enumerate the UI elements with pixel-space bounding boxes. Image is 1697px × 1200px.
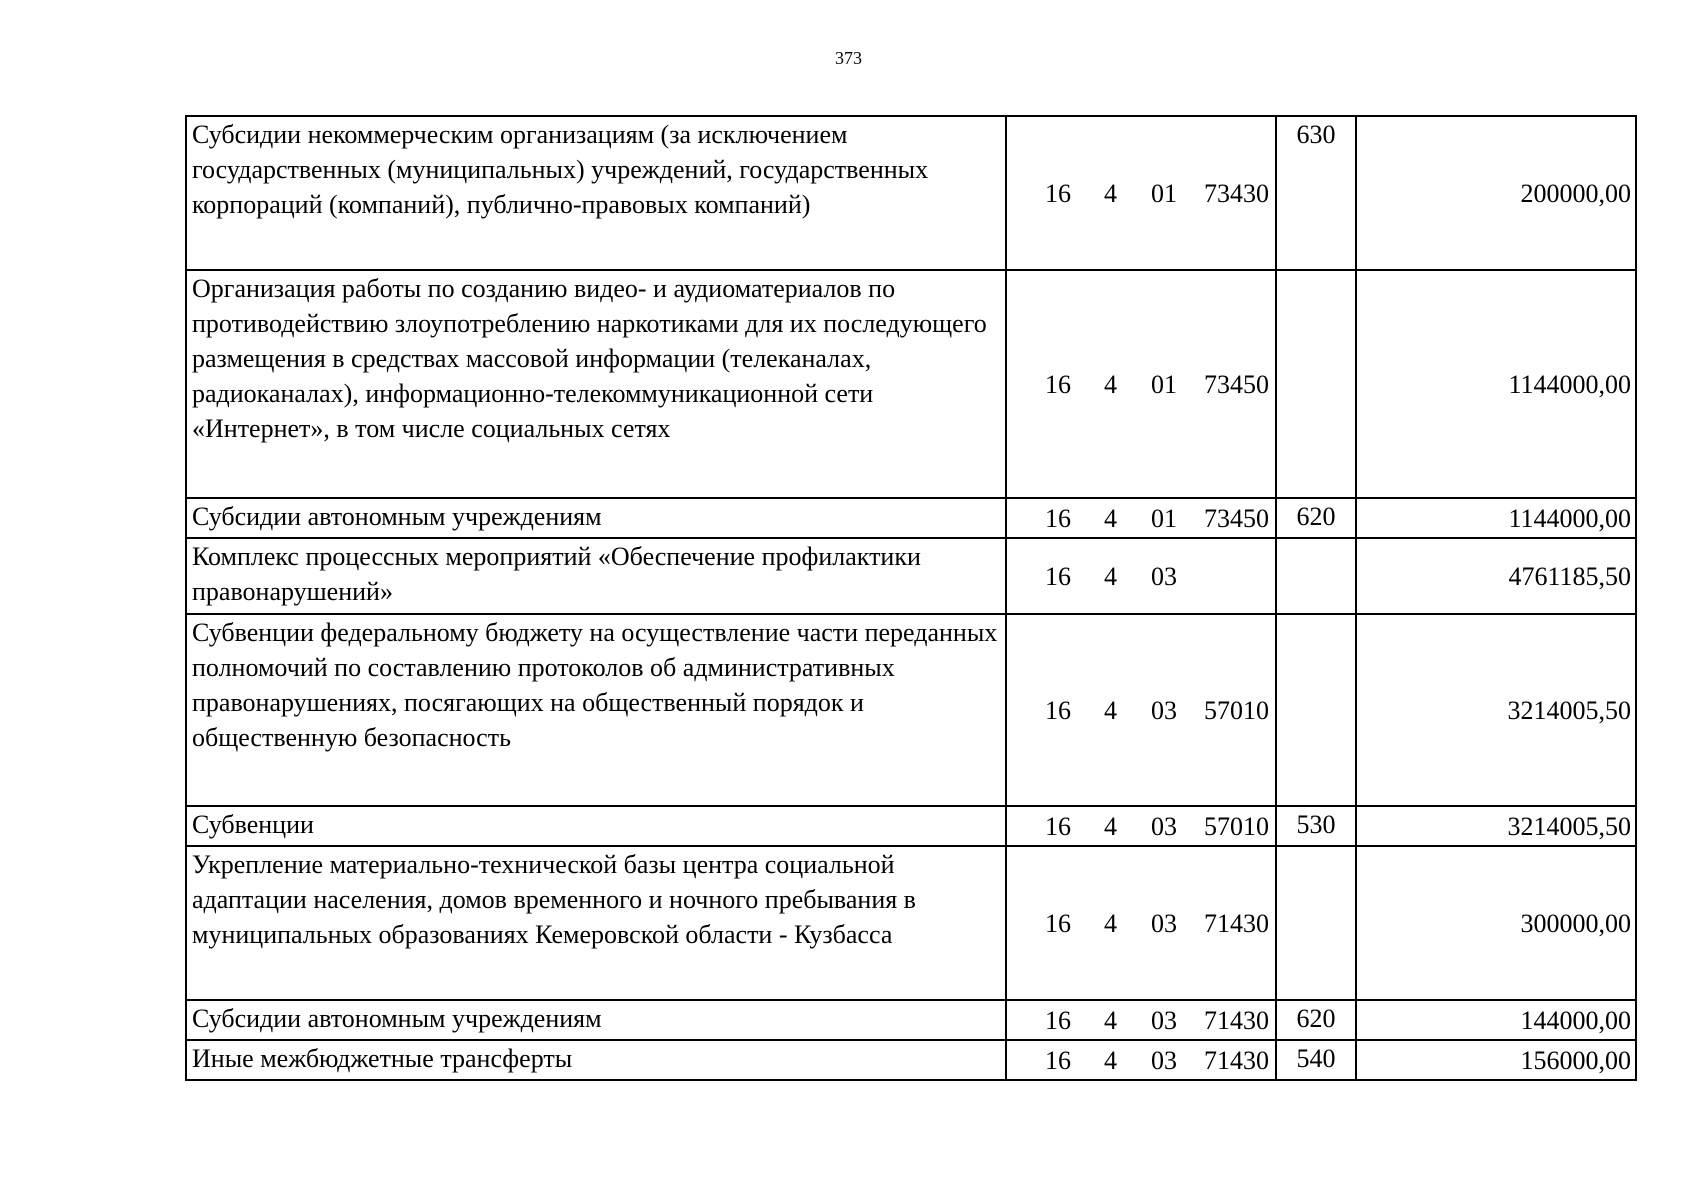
code-type: 4 — [1104, 561, 1117, 591]
code-program: 16 — [1045, 503, 1071, 533]
code-subprogram: 03 — [1151, 908, 1177, 938]
table-row — [186, 538, 1636, 614]
page-number: 373 — [835, 48, 862, 68]
code-program: 16 — [1045, 178, 1071, 208]
code-direction: 71430 — [1204, 1005, 1269, 1035]
row-amount: 4761185,50 — [1356, 538, 1636, 614]
row-amount: 156000,00 — [1356, 1040, 1636, 1080]
code-subprogram: 03 — [1151, 1045, 1177, 1075]
row-codes — [1006, 270, 1276, 498]
row-name: Организация работы по созданию видео- и аудиоматериалов по противодействию злоупотреблению наркотиками для их последующего размещения в средствах массовой информации (телеканалах, радиоканалах), информационно-телекоммуникационной сети «Интернет», в том числе социальных сетях — [186, 270, 1006, 498]
row-name: Субвенции — [186, 806, 1006, 846]
code-type: 4 — [1104, 369, 1117, 399]
table-row — [186, 1040, 1636, 1080]
row-codes — [1006, 614, 1276, 806]
row-expense-type: 530 — [1276, 806, 1356, 846]
row-expense-type: 620 — [1276, 1000, 1356, 1040]
table-row — [186, 806, 1636, 846]
table-row — [186, 270, 1636, 498]
row-codes — [1006, 498, 1276, 538]
row-codes — [1006, 846, 1276, 1000]
row-expense-type: 620 — [1276, 498, 1356, 538]
row-amount: 200000,00 — [1356, 116, 1636, 270]
row-expense-type: 630 — [1276, 116, 1356, 270]
code-type: 4 — [1104, 178, 1117, 208]
code-program: 16 — [1045, 1045, 1071, 1075]
code-subprogram: 03 — [1151, 1005, 1177, 1035]
row-name: Субсидии некоммерческим организациям (за исключением государственных (муниципальных) учреждений, государственных корпораций (компаний), публично-правовых компаний) — [186, 116, 1006, 270]
code-direction: 73450 — [1204, 503, 1269, 533]
row-name: Укрепление материально-технической базы центра социальной адаптации населения, домов временного и ночного пребывания в муниципальных образованиях Кемеровской области - Кузбасса — [186, 846, 1006, 1000]
code-subprogram: 03 — [1151, 561, 1177, 591]
row-expense-type — [1276, 270, 1356, 498]
code-type: 4 — [1104, 1005, 1117, 1035]
row-expense-type — [1276, 538, 1356, 614]
row-amount: 300000,00 — [1356, 846, 1636, 1000]
code-type: 4 — [1104, 908, 1117, 938]
code-program: 16 — [1045, 561, 1071, 591]
row-name: Комплекс процессных мероприятий «Обеспечение профилактики правонарушений» — [186, 538, 1006, 614]
code-subprogram: 03 — [1151, 695, 1177, 725]
row-codes — [1006, 116, 1276, 270]
code-direction: 57010 — [1204, 811, 1269, 841]
row-name: Субсидии автономным учреждениям — [186, 1000, 1006, 1040]
code-subprogram: 01 — [1151, 178, 1177, 208]
code-type: 4 — [1104, 695, 1117, 725]
code-type: 4 — [1104, 1045, 1117, 1075]
row-expense-type: 540 — [1276, 1040, 1356, 1080]
row-expense-type — [1276, 846, 1356, 1000]
code-program: 16 — [1045, 908, 1071, 938]
code-program: 16 — [1045, 1005, 1071, 1035]
row-codes — [1006, 806, 1276, 846]
budget-table — [185, 115, 1637, 1081]
code-type: 4 — [1104, 503, 1117, 533]
row-amount: 3214005,50 — [1356, 806, 1636, 846]
table-row — [186, 1000, 1636, 1040]
row-amount: 144000,00 — [1356, 1000, 1636, 1040]
code-type: 4 — [1104, 811, 1117, 841]
row-name: Субсидии автономным учреждениям — [186, 498, 1006, 538]
code-subprogram: 03 — [1151, 811, 1177, 841]
code-direction: 71430 — [1204, 908, 1269, 938]
code-subprogram: 01 — [1151, 503, 1177, 533]
code-program: 16 — [1045, 369, 1071, 399]
row-amount: 1144000,00 — [1356, 270, 1636, 498]
code-direction: 57010 — [1204, 695, 1269, 725]
row-amount: 1144000,00 — [1356, 498, 1636, 538]
code-subprogram: 01 — [1151, 369, 1177, 399]
code-direction: 71430 — [1204, 1045, 1269, 1075]
row-name: Субвенции федеральному бюджету на осуществление части переданных полномочий по составлению протоколов об административных правонарушениях, посягающих на общественный порядок и общественную безопасность — [186, 614, 1006, 806]
code-direction: 73450 — [1204, 369, 1269, 399]
row-amount: 3214005,50 — [1356, 614, 1636, 806]
row-codes — [1006, 538, 1276, 614]
code-program: 16 — [1045, 811, 1071, 841]
table-row — [186, 116, 1636, 270]
table-row — [186, 846, 1636, 1000]
table-row — [186, 498, 1636, 538]
row-codes — [1006, 1000, 1276, 1040]
row-expense-type — [1276, 614, 1356, 806]
table-row — [186, 614, 1636, 806]
row-name: Иные межбюджетные трансферты — [186, 1040, 1006, 1080]
code-direction: 73430 — [1204, 178, 1269, 208]
code-program: 16 — [1045, 695, 1071, 725]
row-codes — [1006, 1040, 1276, 1080]
